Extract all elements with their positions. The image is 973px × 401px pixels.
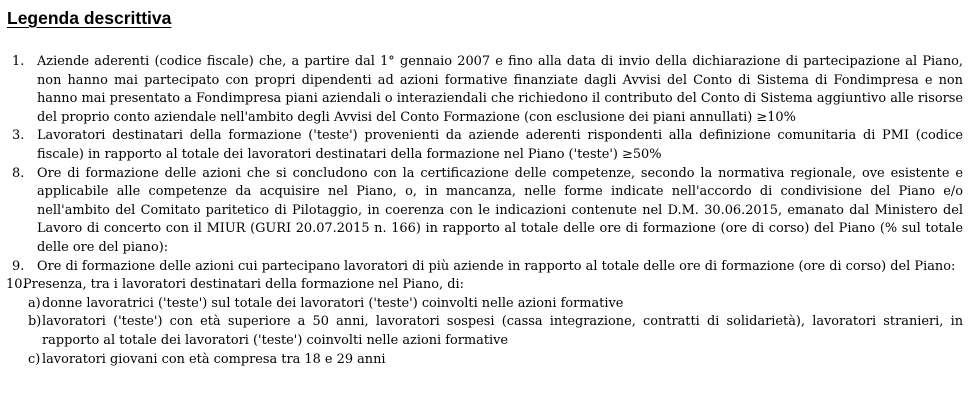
legend-subitem-letter: c) (28, 351, 41, 367)
legend-item-text: Aziende aderenti (codice fiscale) che, a partire dal 1° gennaio 2007 e fino alla data di invio della dichiarazione di partecipazione al Piano, non hanno mai partecipato con propri dipendenti ad azioni formative finanziate dagli Avvisi del Conto di Sistema di Fondimpresa e non hanno mai presentato a Fondimpresa piani aziendali o interaziendali che richiedono il contributo del Conto di Sistema aggiuntivo alle risorse del proprio conto aziendale nell'ambito degli Avvisi del Conto Formazione (con esclusione dei piani annullati) ≥10% (37, 54, 963, 125)
legend-item-number: 1. (12, 54, 25, 69)
legend-item-number: 8. (12, 165, 25, 181)
legend-item-text: Ore di formazione delle azioni che si concludono con la certificazione delle competenze, secondo la normativa regionale, ove esistente e applicabile alle competenze da acquisire nel Piano, o, in mancanza, nelle forme indicate nell'accordo di condivisione del Piano e/o nell'ambito del Comitato paritetico di Pilotaggio, in coerenza con le indicazioni contenute nel D.M. 30.06.2015, emanato dal Ministero del Lavoro di concerto con il MIUR (GURI 20.07.2015 n. 166) in rapporto al totale delle ore di formazione (ore di corso) del Piano (% sul totale delle ore del piano): (37, 165, 963, 255)
legend-item-3 (0, 127, 963, 164)
legend-item-10 (0, 276, 963, 295)
legend-item-number: 9. (12, 258, 25, 274)
legend-item-text: Lavoratori destinatari della formazione ('teste') provenienti da aziende aderenti rispondenti alla definizione comunitaria di PMI (codice fiscale) in rapporto al totale dei lavoratori destinatari della formazione nel Piano ('teste') ≥50% (37, 128, 963, 162)
legend-subitem-text: lavoratori giovani con età compresa tra 18 e 29 anni (42, 351, 386, 367)
legend-list (0, 53, 973, 369)
legend-subitem-b (0, 313, 963, 350)
legend-subitem-c (0, 351, 963, 370)
page-title: Legenda descrittiva (7, 8, 172, 28)
legend-item-number: 3. (12, 128, 25, 144)
legend-item-8 (0, 165, 963, 258)
legend-subitem-a (0, 295, 963, 314)
legend-item-text: Ore di formazione delle azioni cui partecipano lavoratori di più aziende in rapporto al totale delle ore di formazione (ore di corso) del Piano: (37, 258, 956, 274)
legend-subitem-letter: b) (28, 314, 42, 330)
legend-item-9 (0, 258, 963, 277)
legend-subitem-text: donne lavoratrici ('teste') sul totale dei lavoratori ('teste') coinvolti nelle azioni formative (42, 295, 624, 311)
legend-item-number: 10. (6, 277, 27, 293)
legend-item-1 (0, 53, 963, 127)
legend-item-text: Presenza, tra i lavoratori destinatari della formazione nel Piano, di: (23, 277, 464, 293)
legend-subitem-text: lavoratori ('teste') con età superiore a 50 anni, lavoratori sospesi (cassa integrazione, contratti di solidarietà), lavoratori stranieri, in rapporto al totale dei lavoratori ('teste') coinvolti nelle azioni formative (42, 314, 963, 348)
legend-subitem-letter: a) (28, 295, 41, 311)
